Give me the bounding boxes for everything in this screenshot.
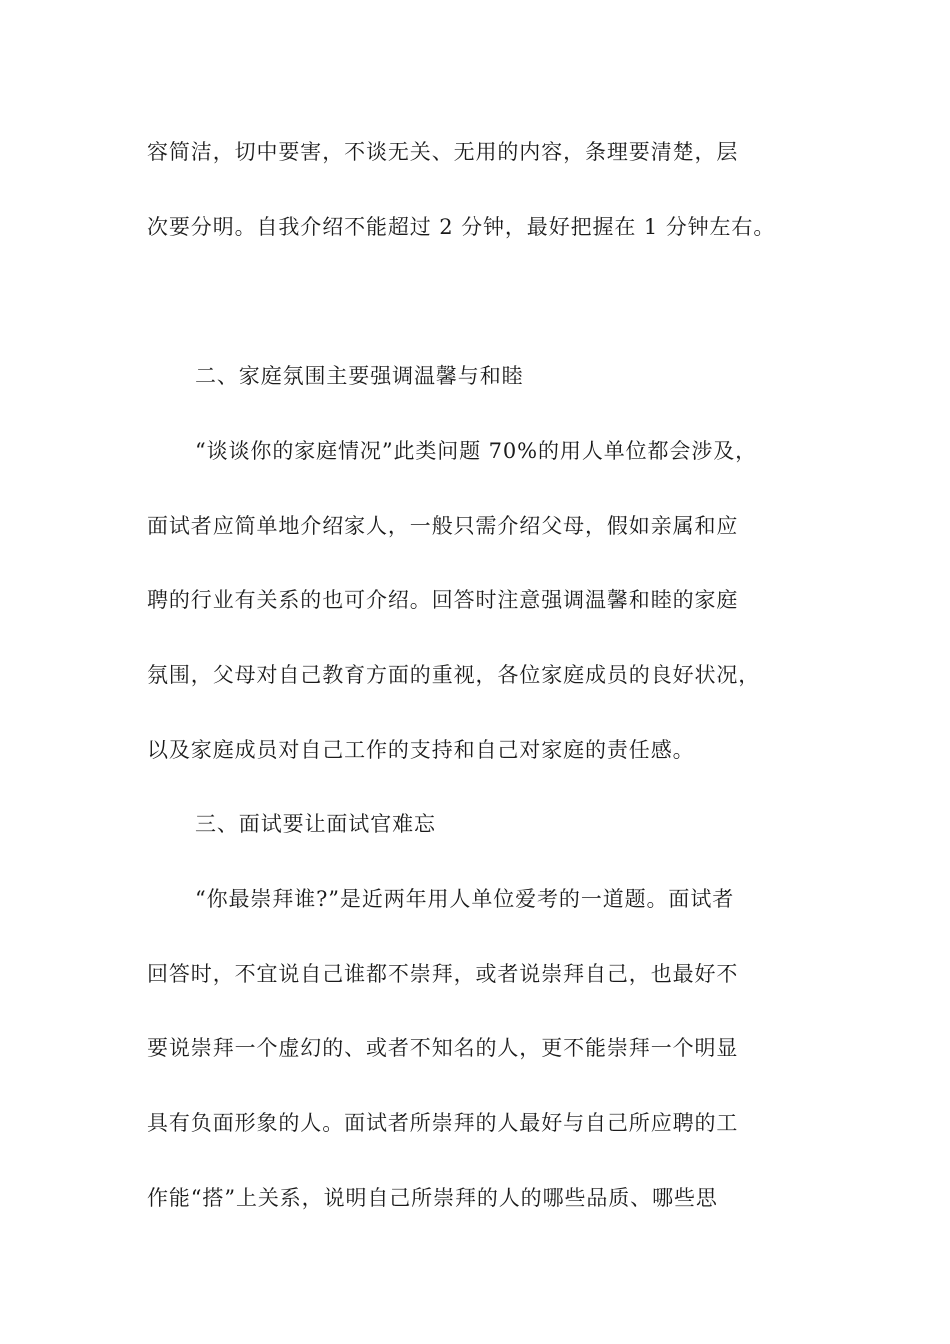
paragraph-line: 以及家庭成员对自己工作的支持和自己对家庭的责任感。	[147, 738, 695, 762]
paragraph-line: “你最崇拜谁?”是近两年用人单位爱考的一道题。面试者	[195, 887, 735, 911]
section-heading: 三、面试要让面试官难忘	[195, 812, 436, 836]
paragraph-line: 聘的行业有关系的也可介绍。回答时注意强调温馨和睦的家庭	[147, 588, 739, 612]
paragraph-line: 容简洁，切中要害，不谈无关、无用的内容，条理要清楚，层	[147, 140, 739, 164]
paragraph-line: 回答时，不宜说自己谁都不崇拜，或者说崇拜自己，也最好不	[147, 962, 739, 986]
paragraph-line: 氛围，父母对自己教育方面的重视，各位家庭成员的良好状况，	[147, 663, 761, 687]
paragraph-line: 具有负面形象的人。面试者所崇拜的人最好与自己所应聘的工	[147, 1111, 739, 1135]
paragraph-line: 作能“搭”上关系，说明自己所崇拜的人的哪些品质、哪些思	[147, 1186, 718, 1210]
paragraph-line: 要说崇拜一个虚幻的、或者不知名的人，更不能崇拜一个明显	[147, 1036, 739, 1060]
paragraph-line: “谈谈你的家庭情况”此类问题 70%的用人单位都会涉及，	[195, 439, 758, 463]
section-heading: 二、家庭氛围主要强调温馨与和睦	[195, 364, 524, 388]
paragraph-line: 次要分明。自我介绍不能超过 2 分钟，最好把握在 1 分钟左右。	[147, 215, 776, 239]
paragraph-line: 面试者应简单地介绍家人，一般只需介绍父母，假如亲属和应	[147, 514, 739, 538]
